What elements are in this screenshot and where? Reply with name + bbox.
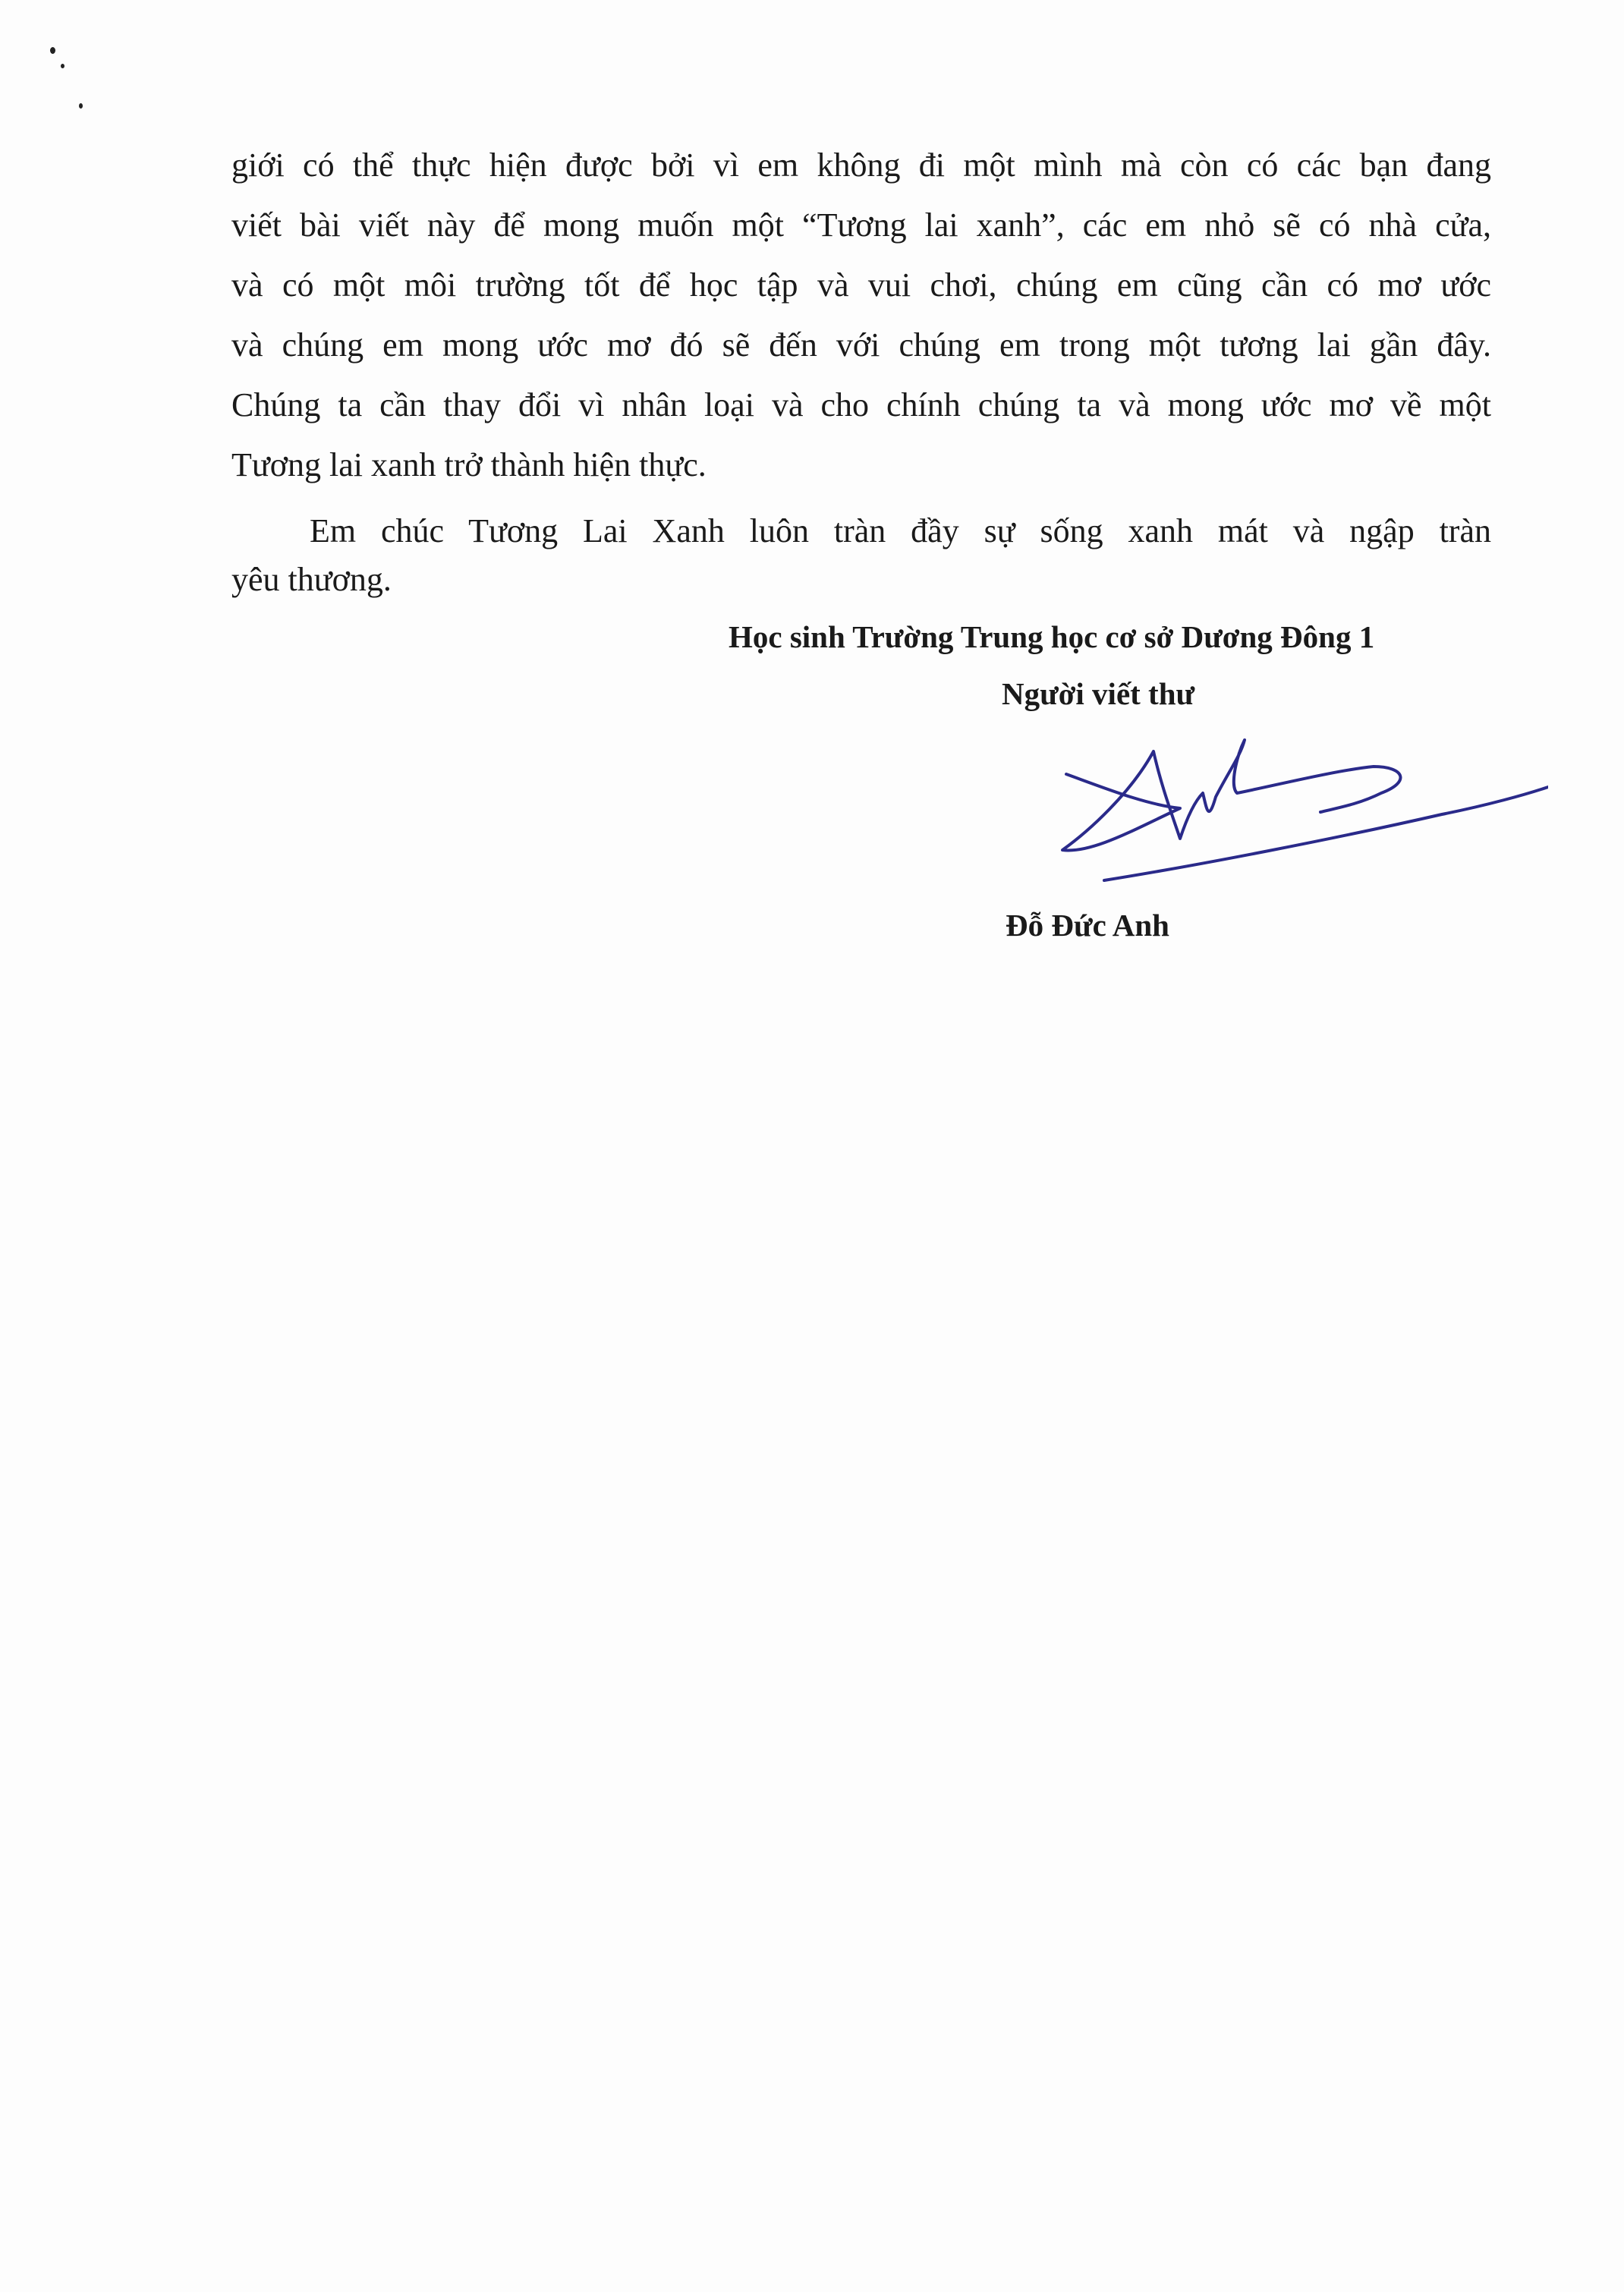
letter-body <box>231 135 1491 604</box>
scan-speck <box>50 47 55 54</box>
text-line: viết bài viết này để mong muốn một “Tương lai xanh”, các em nhỏ sẽ có nhà cửa, <box>231 206 1491 244</box>
text-line: Chúng ta cần thay đổi vì nhân loại và cho chính chúng ta và mong ước mơ về một <box>231 386 1491 423</box>
signer-name: Đỗ Đức Anh <box>1006 908 1169 943</box>
text-line: Em chúc Tương Lai Xanh luôn tràn đầy sự sống xanh mát và ngập tràn <box>310 512 1491 549</box>
writer-role: Người viết thư <box>1002 676 1195 711</box>
text-line: yêu thương. <box>231 561 392 598</box>
paragraph-2 <box>231 507 1491 604</box>
scan-speck <box>79 103 83 109</box>
signature-icon <box>1047 732 1548 896</box>
school-name: Học sinh Trường Trung học cơ sở Dương Đông 1 <box>729 619 1375 654</box>
paragraph-1 <box>231 135 1491 495</box>
text-line: Tương lai xanh trở thành hiện thực. <box>231 446 707 483</box>
text-line: và chúng em mong ước mơ đó sẽ đến với chúng em trong một tương lai gần đây. <box>231 326 1491 364</box>
text-line: và có một môi trường tốt để học tập và vui chơi, chúng em cũng cần có mơ ước <box>231 266 1491 304</box>
scan-speck <box>61 64 65 68</box>
text-line: giới có thể thực hiện được bởi vì em không đi một mình mà còn có các bạn đang <box>231 146 1491 184</box>
